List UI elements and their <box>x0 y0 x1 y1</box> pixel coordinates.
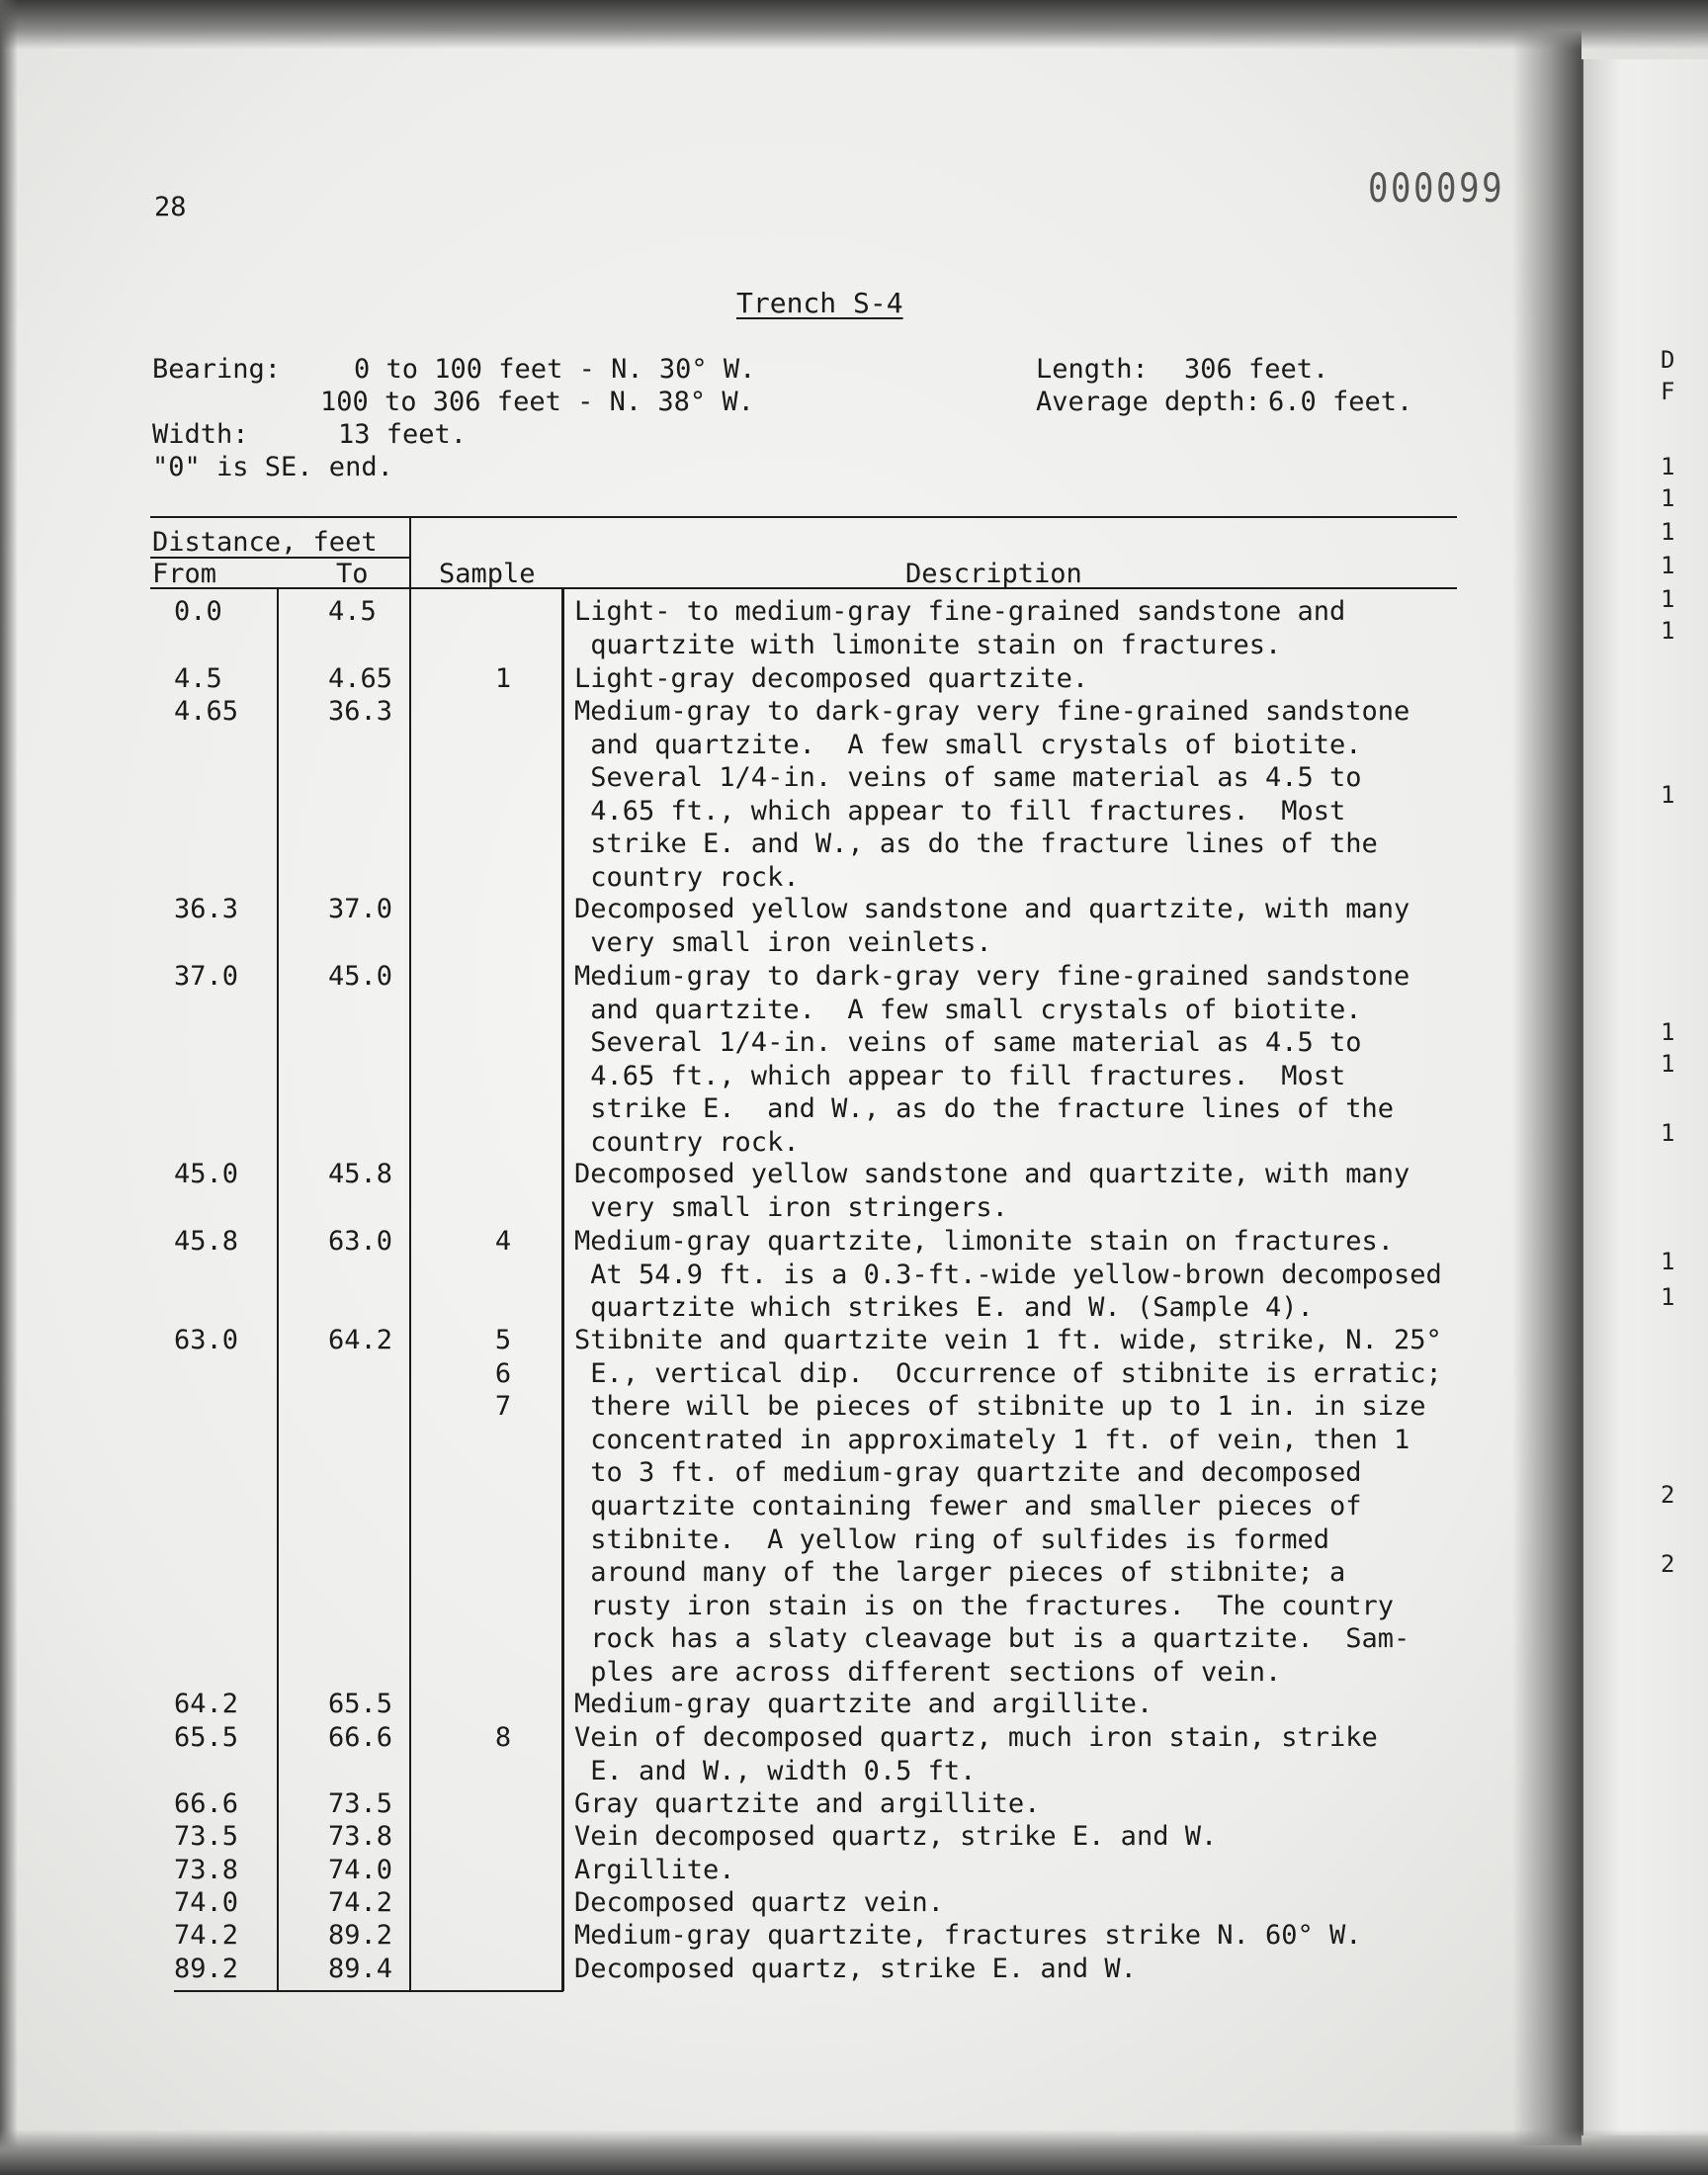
adjacent-page-text: 1 <box>1661 552 1675 579</box>
depth-label: Average depth: <box>1036 387 1261 417</box>
cell-to: 65.5 <box>328 1689 393 1719</box>
description-line: At 54.9 ft. is a 0.3-ft.-wide yellow-brown decomposed <box>574 1259 1442 1290</box>
col-header-description: Description <box>905 559 1082 589</box>
cell-description <box>574 662 1494 696</box>
col-header-sample: Sample <box>439 559 536 589</box>
cell-to: 89.4 <box>328 1954 393 1984</box>
cell-from: 37.0 <box>174 961 239 992</box>
from-to-divider <box>277 587 279 1991</box>
cell-to: 66.6 <box>328 1722 393 1753</box>
bearing-line-2: 100 to 306 feet - N. 38° W. <box>320 387 754 417</box>
description-line: country rock. <box>574 1126 800 1158</box>
cell-to: 74.2 <box>328 1887 393 1918</box>
adjacent-page-text: D <box>1661 346 1675 374</box>
description-line: Medium-gray quartzite and argillite. <box>574 1689 1153 1719</box>
binding-shadow <box>1512 30 1581 2145</box>
cell-description <box>574 1787 1494 1821</box>
description-line: Several 1/4-in. veins of same material as 4.5 to <box>574 1027 1362 1059</box>
cell-to: 73.5 <box>328 1788 393 1819</box>
cell-description <box>574 1158 1494 1224</box>
cell-from: 66.6 <box>174 1788 239 1819</box>
adjacent-page-text: 1 <box>1661 518 1675 546</box>
cell-to: 37.0 <box>328 894 393 924</box>
description-line: to 3 ft. of medium-gray quartzite and decomposed <box>574 1457 1362 1489</box>
page-title: Trench S-4 <box>736 287 903 319</box>
table-top-rule <box>150 516 1457 518</box>
description-line: and quartzite. A few small crystals of biotite. <box>574 729 1362 760</box>
length-value: 306 feet. <box>1184 354 1329 385</box>
description-line: quartzite which strikes E. and W. (Sample 4). <box>574 1292 1314 1324</box>
cell-from: 74.2 <box>174 1920 239 1951</box>
width-label: Width: <box>152 419 249 450</box>
description-line: Medium-gray to dark-gray very fine-grained sandstone <box>574 696 1410 727</box>
description-line: Decomposed quartz vein. <box>574 1887 944 1918</box>
cell-from: 4.5 <box>174 663 222 694</box>
to-sample-divider <box>409 516 411 1991</box>
cell-from: 4.65 <box>174 696 239 727</box>
cell-description <box>574 1324 1494 1690</box>
cell-description <box>574 1721 1494 1787</box>
adjacent-page-text: 1 <box>1661 617 1675 645</box>
description-line: concentrated in approximately 1 ft. of vein, then 1 <box>574 1424 1410 1455</box>
sample-description-divider <box>561 587 564 1991</box>
cell-from: 65.5 <box>174 1722 239 1753</box>
description-line: Light-gray decomposed quartzite. <box>574 663 1089 694</box>
cell-to: 74.0 <box>328 1855 393 1885</box>
description-line: 4.65 ft., which appear to fill fractures. Most <box>574 1060 1346 1091</box>
description-line: strike E. and W., as do the fracture lines of the <box>574 1093 1395 1125</box>
table-bottom-rule <box>174 1990 563 1992</box>
description-line: there will be pieces of stibnite up to 1 in. in size <box>574 1391 1426 1423</box>
width-value: 13 feet. <box>338 419 468 450</box>
cell-from: 0.0 <box>174 596 222 627</box>
description-line: Light- to medium-gray fine-grained sandstone and <box>574 596 1346 627</box>
description-line: rusty iron stain is on the fractures. The country <box>574 1590 1395 1621</box>
cell-to: 4.65 <box>328 663 393 694</box>
cell-to: 45.0 <box>328 961 393 992</box>
cell-from: 36.3 <box>174 894 239 924</box>
description-line: E., vertical dip. Occurrence of stibnite is erratic; <box>574 1357 1442 1389</box>
cell-description <box>574 893 1494 959</box>
description-line: quartzite containing fewer and smaller pieces of <box>574 1490 1362 1522</box>
adjacent-page-text: 1 <box>1661 1050 1675 1078</box>
description-line: Decomposed yellow sandstone and quartzite, with many <box>574 1159 1410 1189</box>
adjacent-page-text: 2 <box>1661 1481 1675 1509</box>
cell-description <box>574 695 1494 895</box>
description-line: Medium-gray to dark-gray very fine-grained sandstone <box>574 961 1410 992</box>
description-line: around many of the larger pieces of stibnite; a <box>574 1557 1346 1589</box>
description-line: Medium-gray quartzite, fractures strike N. 60° W. <box>574 1920 1362 1951</box>
description-line: Decomposed yellow sandstone and quartzite, with many <box>574 894 1410 924</box>
description-line: very small iron stringers. <box>574 1191 1008 1223</box>
cell-to: 64.2 <box>328 1325 393 1355</box>
description-line: country rock. <box>574 861 800 893</box>
description-line: rock has a slaty cleavage but is a quartzite. Sam- <box>574 1623 1410 1655</box>
cell-from: 63.0 <box>174 1325 239 1355</box>
bearing-line-1: 0 to 100 feet - N. 30° W. <box>354 354 756 385</box>
cell-from: 89.2 <box>174 1954 239 1984</box>
adjacent-page-text: 1 <box>1661 484 1675 512</box>
bearing-label: Bearing: <box>152 354 282 385</box>
adjacent-page-text: 1 <box>1661 1248 1675 1275</box>
cell-description <box>574 1688 1494 1721</box>
adjacent-page-text: 2 <box>1661 1550 1675 1578</box>
adjacent-page-text: F <box>1661 378 1675 405</box>
cell-sample: 8 <box>494 1722 512 1753</box>
scan-edge-bottom <box>0 2130 1708 2175</box>
cell-from: 45.0 <box>174 1159 239 1189</box>
distance-group-header: Distance, feet <box>152 527 378 558</box>
description-line: strike E. and W., as do the fracture lines of the <box>574 828 1378 860</box>
cell-to: 63.0 <box>328 1226 393 1257</box>
adjacent-page-text: 1 <box>1661 453 1675 480</box>
cell-to: 45.8 <box>328 1159 393 1189</box>
description-line: Decomposed quartz, strike E. and W. <box>574 1954 1137 1984</box>
cell-from: 45.8 <box>174 1226 239 1257</box>
adjacent-page-text: 1 <box>1661 585 1675 613</box>
cell-description <box>574 1919 1494 1953</box>
cell-from: 64.2 <box>174 1689 239 1719</box>
description-line: Argillite. <box>574 1855 735 1885</box>
description-line: ples are across different sections of vein. <box>574 1656 1282 1688</box>
cell-from: 73.8 <box>174 1855 239 1885</box>
scan-edge-top <box>0 0 1708 49</box>
col-header-from: From <box>152 559 217 589</box>
description-line: Several 1/4-in. veins of same material as 4.5 to <box>574 762 1362 794</box>
cell-from: 74.0 <box>174 1887 239 1918</box>
cell-description <box>574 1225 1494 1325</box>
description-line: 4.65 ft., which appear to fill fractures. Most <box>574 795 1346 826</box>
cell-to: 89.2 <box>328 1920 393 1951</box>
description-line: E. and W., width 0.5 ft. <box>574 1755 977 1786</box>
cell-description <box>574 1886 1494 1920</box>
description-line: quartzite with limonite stain on fractures. <box>574 629 1282 660</box>
page-number: 28 <box>154 192 187 222</box>
col-header-to: To <box>336 559 369 589</box>
description-line: Vein of decomposed quartz, much iron stain, strike <box>574 1722 1378 1753</box>
adjacent-page-edge <box>1581 59 1708 2135</box>
adjacent-page-text: 1 <box>1661 1283 1675 1311</box>
description-line: Gray quartzite and argillite. <box>574 1788 1041 1819</box>
description-line: very small iron veinlets. <box>574 926 992 958</box>
cell-to: 4.5 <box>328 596 377 627</box>
cell-description <box>574 1953 1494 1986</box>
document-number: 000099 <box>1368 166 1505 212</box>
adjacent-page-text: 1 <box>1661 1018 1675 1046</box>
zero-end-note: "0" is SE. end. <box>152 452 393 482</box>
cell-to: 73.8 <box>328 1821 393 1852</box>
cell-description <box>574 1854 1494 1887</box>
description-line: Stibnite and quartzite vein 1 ft. wide, strike, N. 25° <box>574 1325 1442 1355</box>
cell-description <box>574 1820 1494 1854</box>
length-label: Length: <box>1036 354 1149 385</box>
description-line: Vein decomposed quartz, strike E. and W. <box>574 1821 1218 1852</box>
cell-description <box>574 960 1494 1160</box>
cell-sample: 1 <box>494 663 512 694</box>
scan-edge-left <box>0 0 18 2175</box>
adjacent-page-text: 1 <box>1661 1119 1675 1147</box>
cell-description <box>574 595 1494 661</box>
adjacent-page-text: 1 <box>1661 781 1675 809</box>
depth-value: 6.0 feet. <box>1268 387 1413 417</box>
description-line: Medium-gray quartzite, limonite stain on fractures. <box>574 1226 1395 1257</box>
cell-to: 36.3 <box>328 696 393 727</box>
cell-sample: 5 6 7 <box>494 1325 512 1423</box>
description-line: stibnite. A yellow ring of sulfides is formed <box>574 1523 1330 1555</box>
cell-sample: 4 <box>494 1226 512 1257</box>
cell-from: 73.5 <box>174 1821 239 1852</box>
description-line: and quartzite. A few small crystals of biotite. <box>574 994 1362 1025</box>
